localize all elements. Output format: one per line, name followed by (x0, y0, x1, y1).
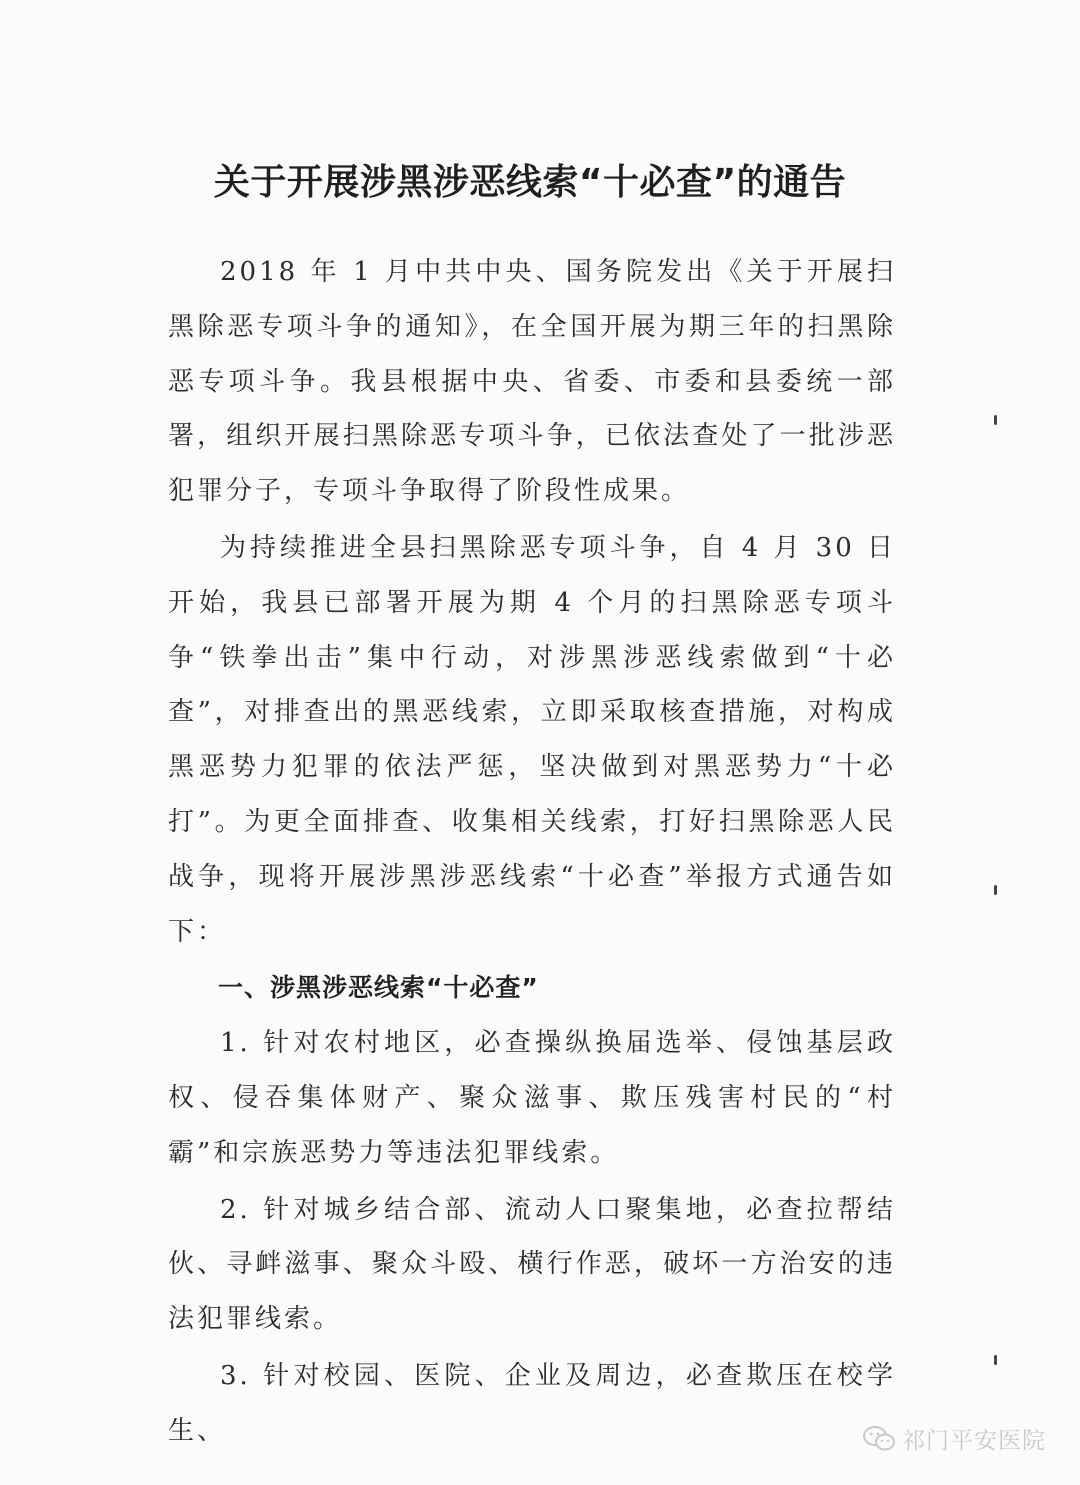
paragraph-action: 为持续推进全县扫黑除恶专项斗争，自 4 月 30 日开始，我县已部署开展为期 4 个月的扫黑除恶专项斗争“铁拳出击”集中行动，对涉黑涉恶线索做到“十必查”，对排查出的黑恶线索，立即采取核查措施，对构成黑恶势力犯罪的依法严惩，坚决做到对黑恶势力“十必打”。为更全面排查、收集相关线索，打好扫黑除恶人民战争，现将开展涉黑涉恶线索“十必查”举报方式通告如下： (168, 532, 896, 947)
watermark-text: 祁门平安医院 (902, 1428, 1046, 1454)
scan-speck (994, 885, 997, 895)
watermark (862, 1422, 1046, 1455)
document-title: 关于开展涉黑涉恶线索“十必查”的通告 (213, 162, 847, 204)
list-item: 2. 针对城乡结合部、流动人口聚集地，必查拉帮结伙、寻衅滋事、聚众斗殴、横行作恶，破坏一方治安的违法犯罪线索。 (168, 1194, 896, 1335)
scan-speck (994, 1355, 997, 1365)
section-heading: 一、涉黑涉恶线索“十必查” (218, 973, 539, 1003)
list-item: 1. 针对农村地区，必查操纵换届选举、侵蚀基层政权、侵吞集体财产、聚众滋事、欺压残害村民的“村霸”和宗族恶势力等违法犯罪线索。 (168, 1028, 896, 1168)
list-item: 3. 针对校园、医院、企业及周边，必查欺压在校学生、 (168, 1360, 896, 1446)
paragraph-intro: 2018 年 1 月中共中央、国务院发出《关于开展扫黑除恶专项斗争的通知》，在全国开展为期三年的扫黑除恶专项斗争。我县根据中央、省委、市委和县委统一部署，组织开展扫黑除恶专项斗争，已依法查处了一批涉恶犯罪分子，专项斗争取得了阶段性成果。 (168, 257, 896, 507)
wechat-icon (862, 1425, 896, 1453)
scan-speck (994, 415, 997, 425)
document-body (168, 245, 896, 1461)
